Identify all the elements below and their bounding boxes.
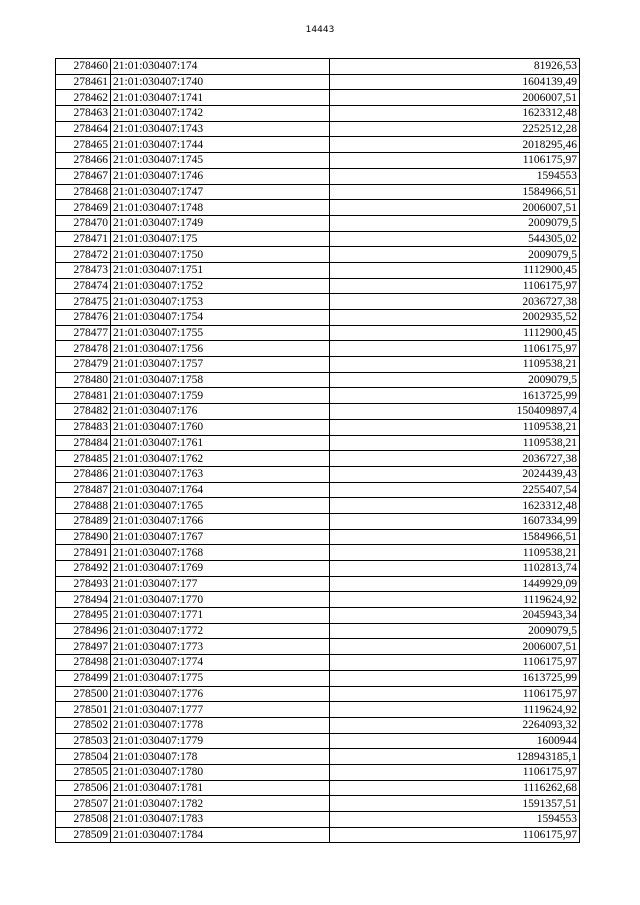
- cadastral-value-cell: 1106175,97: [330, 764, 580, 780]
- row-number-cell: 278502: [56, 717, 111, 733]
- row-number-cell: 278483: [56, 419, 111, 435]
- cadastral-number-cell: 21:01:030407:1752: [111, 278, 330, 294]
- table-row: [56, 278, 580, 294]
- row-number-cell: 278461: [56, 74, 111, 90]
- cadastral-number-cell: 21:01:030407:1774: [111, 655, 330, 671]
- row-number-cell: 278482: [56, 404, 111, 420]
- table-row: [56, 827, 580, 843]
- table-row: [56, 90, 580, 106]
- cadastral-number-cell: 21:01:030407:1777: [111, 702, 330, 718]
- row-number-cell: 278462: [56, 90, 111, 106]
- table-row: [56, 498, 580, 514]
- table-row: [56, 184, 580, 200]
- cadastral-value-cell: 1106175,97: [330, 341, 580, 357]
- cadastral-value-cell: 1119624,92: [330, 702, 580, 718]
- cadastral-value-cell: 1591357,51: [330, 796, 580, 812]
- cadastral-number-cell: 21:01:030407:1745: [111, 153, 330, 169]
- cadastral-value-cell: 2009079,5: [330, 247, 580, 263]
- row-number-cell: 278487: [56, 482, 111, 498]
- row-number-cell: 278503: [56, 733, 111, 749]
- row-number-cell: 278480: [56, 372, 111, 388]
- cadastral-number-cell: 21:01:030407:1770: [111, 592, 330, 608]
- table-row: [56, 545, 580, 561]
- table-row: [56, 294, 580, 310]
- cadastral-value-cell: 1584966,51: [330, 529, 580, 545]
- cadastral-value-cell: 2009079,5: [330, 215, 580, 231]
- cadastral-number-cell: 21:01:030407:1775: [111, 670, 330, 686]
- row-number-cell: 278481: [56, 388, 111, 404]
- cadastral-value-cell: 1600944: [330, 733, 580, 749]
- cadastral-value-cell: 128943185,1: [330, 749, 580, 765]
- cadastral-number-cell: 21:01:030407:1782: [111, 796, 330, 812]
- row-number-cell: 278490: [56, 529, 111, 545]
- cadastral-value-cell: 2009079,5: [330, 623, 580, 639]
- cadastral-number-cell: 21:01:030407:1764: [111, 482, 330, 498]
- row-number-cell: 278474: [56, 278, 111, 294]
- cadastral-number-cell: 21:01:030407:1767: [111, 529, 330, 545]
- table-row: [56, 168, 580, 184]
- table-row: [56, 812, 580, 828]
- cadastral-value-cell: 81926,53: [330, 59, 580, 75]
- table-row: [56, 780, 580, 796]
- cadastral-number-cell: 21:01:030407:1762: [111, 451, 330, 467]
- cadastral-value-cell: 2006007,51: [330, 639, 580, 655]
- row-number-cell: 278479: [56, 357, 111, 373]
- row-number-cell: 278498: [56, 655, 111, 671]
- cadastral-value-cell: 2009079,5: [330, 372, 580, 388]
- row-number-cell: 278472: [56, 247, 111, 263]
- cadastral-number-cell: 21:01:030407:1759: [111, 388, 330, 404]
- cadastral-value-cell: 1604139,49: [330, 74, 580, 90]
- row-number-cell: 278489: [56, 513, 111, 529]
- row-number-cell: 278475: [56, 294, 111, 310]
- cadastral-number-cell: 21:01:030407:1740: [111, 74, 330, 90]
- cadastral-value-cell: 1584966,51: [330, 184, 580, 200]
- cadastral-number-cell: 21:01:030407:1784: [111, 827, 330, 843]
- cadastral-value-cell: 1623312,48: [330, 498, 580, 514]
- cadastral-number-cell: 21:01:030407:1746: [111, 168, 330, 184]
- row-number-cell: 278493: [56, 576, 111, 592]
- cadastral-value-cell: 1106175,97: [330, 686, 580, 702]
- row-number-cell: 278470: [56, 215, 111, 231]
- table-row: [56, 623, 580, 639]
- table-row: [56, 215, 580, 231]
- table-row: [56, 561, 580, 577]
- cadastral-number-cell: 21:01:030407:1779: [111, 733, 330, 749]
- cadastral-number-cell: 21:01:030407:1753: [111, 294, 330, 310]
- cadastral-value-cell: 2255407,54: [330, 482, 580, 498]
- cadastral-value-cell: 1594553: [330, 812, 580, 828]
- cadastral-number-cell: 21:01:030407:1755: [111, 325, 330, 341]
- cadastral-value-cell: 2024439,43: [330, 466, 580, 482]
- cadastral-value-cell: 1623312,48: [330, 106, 580, 122]
- cadastral-number-cell: 21:01:030407:1781: [111, 780, 330, 796]
- table-row: [56, 247, 580, 263]
- table-row: [56, 686, 580, 702]
- table-row: [56, 655, 580, 671]
- cadastral-number-cell: 21:01:030407:1778: [111, 717, 330, 733]
- cadastral-number-cell: 21:01:030407:1741: [111, 90, 330, 106]
- row-number-cell: 278485: [56, 451, 111, 467]
- cadastral-value-cell: 544305,02: [330, 231, 580, 247]
- cadastral-value-cell: 1106175,97: [330, 655, 580, 671]
- cadastral-number-cell: 21:01:030407:175: [111, 231, 330, 247]
- cadastral-number-cell: 21:01:030407:176: [111, 404, 330, 420]
- cadastral-value-cell: 1607334,99: [330, 513, 580, 529]
- table-row: [56, 341, 580, 357]
- row-number-cell: 278466: [56, 153, 111, 169]
- cadastral-number-cell: 21:01:030407:1771: [111, 608, 330, 624]
- table-row: [56, 404, 580, 420]
- cadastral-number-cell: 21:01:030407:1742: [111, 106, 330, 122]
- table-row: [56, 231, 580, 247]
- cadastral-number-cell: 21:01:030407:1750: [111, 247, 330, 263]
- row-number-cell: 278469: [56, 200, 111, 216]
- cadastral-value-cell: 2045943,34: [330, 608, 580, 624]
- table-row: [56, 733, 580, 749]
- cadastral-value-cell: 2006007,51: [330, 90, 580, 106]
- table-row: [56, 435, 580, 451]
- table-row: [56, 153, 580, 169]
- row-number-cell: 278473: [56, 262, 111, 278]
- row-number-cell: 278478: [56, 341, 111, 357]
- table-row: [56, 513, 580, 529]
- table-row: [56, 121, 580, 137]
- cadastral-number-cell: 21:01:030407:1758: [111, 372, 330, 388]
- table-body: [56, 59, 580, 843]
- cadastral-number-cell: 21:01:030407:178: [111, 749, 330, 765]
- row-number-cell: 278494: [56, 592, 111, 608]
- cadastral-value-cell: 2002935,52: [330, 310, 580, 326]
- row-number-cell: 278505: [56, 764, 111, 780]
- row-number-cell: 278500: [56, 686, 111, 702]
- cadastral-number-cell: 21:01:030407:1761: [111, 435, 330, 451]
- table-row: [56, 576, 580, 592]
- cadastral-value-cell: 2264093,32: [330, 717, 580, 733]
- table-row: [56, 451, 580, 467]
- cadastral-value-cell: 2018295,46: [330, 137, 580, 153]
- cadastral-value-cell: 2006007,51: [330, 200, 580, 216]
- cadastral-number-cell: 21:01:030407:177: [111, 576, 330, 592]
- table-row: [56, 670, 580, 686]
- table-row: [56, 717, 580, 733]
- cadastral-number-cell: 21:01:030407:1763: [111, 466, 330, 482]
- table-row: [56, 59, 580, 75]
- cadastral-value-cell: 1109538,21: [330, 419, 580, 435]
- cadastral-number-cell: 21:01:030407:1751: [111, 262, 330, 278]
- table-row: [56, 106, 580, 122]
- table-row: [56, 310, 580, 326]
- table-row: [56, 262, 580, 278]
- cadastral-number-cell: 21:01:030407:1776: [111, 686, 330, 702]
- table-row: [56, 796, 580, 812]
- table-row: [56, 482, 580, 498]
- row-number-cell: 278508: [56, 812, 111, 828]
- cadastral-number-cell: 21:01:030407:1772: [111, 623, 330, 639]
- cadastral-value-cell: 1594553: [330, 168, 580, 184]
- row-number-cell: 278471: [56, 231, 111, 247]
- cadastral-number-cell: 21:01:030407:1768: [111, 545, 330, 561]
- table-row: [56, 419, 580, 435]
- cadastral-value-table: [55, 58, 580, 843]
- cadastral-value-cell: 1109538,21: [330, 545, 580, 561]
- table-row: [56, 764, 580, 780]
- row-number-cell: 278509: [56, 827, 111, 843]
- cadastral-value-cell: 2036727,38: [330, 451, 580, 467]
- cadastral-number-cell: 21:01:030407:1747: [111, 184, 330, 200]
- row-number-cell: 278492: [56, 561, 111, 577]
- row-number-cell: 278497: [56, 639, 111, 655]
- table-row: [56, 325, 580, 341]
- table-row: [56, 137, 580, 153]
- cadastral-value-cell: 2252512,28: [330, 121, 580, 137]
- row-number-cell: 278488: [56, 498, 111, 514]
- cadastral-number-cell: 21:01:030407:1757: [111, 357, 330, 373]
- row-number-cell: 278495: [56, 608, 111, 624]
- cadastral-value-cell: 150409897,4: [330, 404, 580, 420]
- cadastral-number-cell: 21:01:030407:1743: [111, 121, 330, 137]
- row-number-cell: 278464: [56, 121, 111, 137]
- row-number-cell: 278468: [56, 184, 111, 200]
- cadastral-number-cell: 21:01:030407:1749: [111, 215, 330, 231]
- cadastral-value-cell: 1112900,45: [330, 325, 580, 341]
- cadastral-number-cell: 21:01:030407:1766: [111, 513, 330, 529]
- cadastral-value-cell: 1116262,68: [330, 780, 580, 796]
- row-number-cell: 278476: [56, 310, 111, 326]
- cadastral-value-cell: 1613725,99: [330, 670, 580, 686]
- table-row: [56, 702, 580, 718]
- row-number-cell: 278463: [56, 106, 111, 122]
- table-row: [56, 357, 580, 373]
- table-row: [56, 749, 580, 765]
- cadastral-number-cell: 21:01:030407:1748: [111, 200, 330, 216]
- row-number-cell: 278460: [56, 59, 111, 75]
- row-number-cell: 278506: [56, 780, 111, 796]
- table-row: [56, 639, 580, 655]
- page-number: 14443: [305, 25, 335, 35]
- table-row: [56, 592, 580, 608]
- row-number-cell: 278499: [56, 670, 111, 686]
- cadastral-value-cell: 2036727,38: [330, 294, 580, 310]
- cadastral-value-cell: 1106175,97: [330, 153, 580, 169]
- row-number-cell: 278496: [56, 623, 111, 639]
- cadastral-value-cell: 1102813,74: [330, 561, 580, 577]
- cadastral-number-cell: 21:01:030407:1744: [111, 137, 330, 153]
- table-row: [56, 74, 580, 90]
- cadastral-number-cell: 21:01:030407:1756: [111, 341, 330, 357]
- row-number-cell: 278465: [56, 137, 111, 153]
- cadastral-number-cell: 21:01:030407:1765: [111, 498, 330, 514]
- cadastral-value-cell: 1106175,97: [330, 278, 580, 294]
- cadastral-number-cell: 21:01:030407:1769: [111, 561, 330, 577]
- cadastral-value-cell: 1106175,97: [330, 827, 580, 843]
- cadastral-value-cell: 1109538,21: [330, 435, 580, 451]
- table-row: [56, 466, 580, 482]
- cadastral-number-cell: 21:01:030407:1773: [111, 639, 330, 655]
- table-row: [56, 388, 580, 404]
- row-number-cell: 278486: [56, 466, 111, 482]
- cadastral-value-cell: 1109538,21: [330, 357, 580, 373]
- row-number-cell: 278504: [56, 749, 111, 765]
- table-row: [56, 608, 580, 624]
- cadastral-number-cell: 21:01:030407:1754: [111, 310, 330, 326]
- row-number-cell: 278491: [56, 545, 111, 561]
- cadastral-number-cell: 21:01:030407:1760: [111, 419, 330, 435]
- table-row: [56, 372, 580, 388]
- cadastral-number-cell: 21:01:030407:1783: [111, 812, 330, 828]
- cadastral-value-cell: 1449929,09: [330, 576, 580, 592]
- row-number-cell: 278501: [56, 702, 111, 718]
- row-number-cell: 278467: [56, 168, 111, 184]
- cadastral-number-cell: 21:01:030407:174: [111, 59, 330, 75]
- row-number-cell: 278477: [56, 325, 111, 341]
- table-row: [56, 529, 580, 545]
- cadastral-value-cell: 1613725,99: [330, 388, 580, 404]
- table-row: [56, 200, 580, 216]
- cadastral-number-cell: 21:01:030407:1780: [111, 764, 330, 780]
- cadastral-value-cell: 1119624,92: [330, 592, 580, 608]
- row-number-cell: 278484: [56, 435, 111, 451]
- row-number-cell: 278507: [56, 796, 111, 812]
- cadastral-value-cell: 1112900,45: [330, 262, 580, 278]
